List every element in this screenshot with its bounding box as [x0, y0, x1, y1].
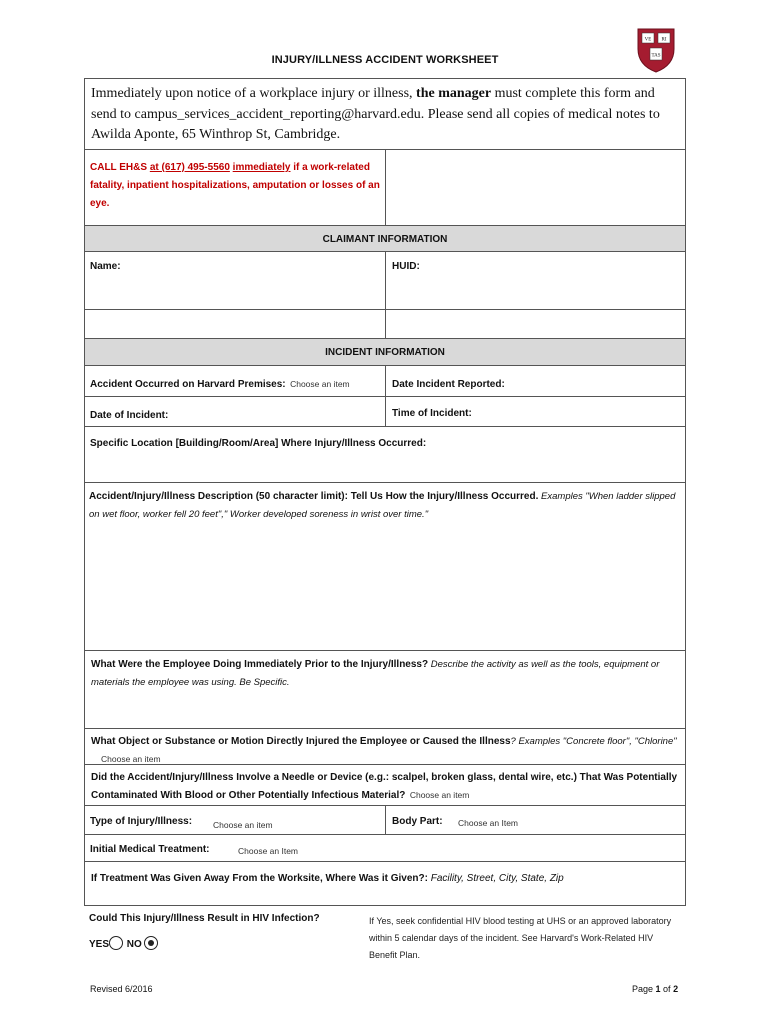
- page-number: Page 1 of 2: [632, 984, 679, 994]
- name-label: Name:: [90, 261, 121, 272]
- alert-cell: [84, 149, 386, 226]
- injury-type-label: Type of Injury/Illness:: [90, 816, 193, 827]
- activity-hint: Describe the activity as well as the tools, equipment or materials the employee was using. Be Specific.: [91, 659, 660, 688]
- yes-label: YES: [89, 939, 110, 950]
- revised-date: Revised 6/2016: [90, 984, 153, 994]
- intro-bold: the manager: [416, 86, 492, 101]
- premises-label: Accident Occurred on Harvard Premises:: [90, 379, 286, 390]
- time-incident-field[interactable]: [385, 396, 686, 427]
- body-part-dropdown[interactable]: Choose an Item: [458, 818, 519, 828]
- shield-text-ve: VE: [644, 37, 652, 43]
- location-field[interactable]: [84, 426, 686, 483]
- needle-dropdown[interactable]: Choose an item: [409, 790, 470, 800]
- treatment-label: Initial Medical Treatment:: [90, 844, 210, 855]
- body-part-cell: [385, 805, 686, 835]
- object-dropdown[interactable]: Choose an item: [101, 753, 161, 764]
- name-field[interactable]: [84, 251, 386, 310]
- needle-field: [84, 764, 686, 806]
- hiv-cell: [84, 905, 364, 970]
- shield-text-ri: RI: [661, 37, 667, 43]
- form-title: INJURY/ILLNESS ACCIDENT WORKSHEET: [271, 54, 499, 66]
- description-label: Accident/Injury/Illness Description (50 character limit): Tell Us How the Injury/Illness Occurred.: [89, 491, 539, 502]
- intro-text-1: Immediately upon notice of a workplace injury or illness,: [91, 86, 417, 101]
- blank-row-right[interactable]: [385, 309, 686, 339]
- alert-text: CALL EH&S at (617) 495-5560 immediately if a work-related fatality, inpatient hospitalizations, amputation or losses of an eye.: [90, 162, 380, 209]
- away-label: If Treatment Was Given Away From the Worksite, Where Was it Given?:: [91, 873, 428, 884]
- harvard-shield-logo: [636, 27, 676, 73]
- no-label: NO: [126, 939, 142, 950]
- hiv-note: If Yes, seek confidential HIV blood testing at UHS or an approved laboratory within 5 calendar days of the incident. See Harvard's Work-Related HIV Benefit Plan.: [369, 916, 672, 960]
- body-part-label: Body Part:: [392, 816, 443, 827]
- shield-text-tas: TAS: [651, 53, 661, 59]
- huid-label: HUID:: [392, 261, 420, 272]
- intro-text-2: must complete this form and send to campus_services_accident_reporting@harvard.edu. Please send all copies of medical notes to Awilda Aponte, 65 Winthrop St, Cambridge.: [91, 86, 660, 142]
- object-hint: ? Examples "Concrete floor", "Chlorine": [510, 736, 677, 747]
- description-field[interactable]: [84, 482, 686, 651]
- injury-type-dropdown[interactable]: Choose an item: [213, 820, 273, 830]
- alert-blank-cell[interactable]: [385, 149, 686, 226]
- away-location-field[interactable]: [84, 861, 686, 906]
- activity-field[interactable]: [84, 650, 686, 729]
- object-field: [84, 728, 686, 765]
- incident-header: INCIDENT INFORMATION: [84, 338, 686, 366]
- huid-field[interactable]: [385, 251, 686, 310]
- object-label: What Object or Substance or Motion Directly Injured the Employee or Caused the Illness: [91, 736, 511, 747]
- treatment-dropdown[interactable]: Choose an Item: [238, 846, 299, 856]
- date-reported-field[interactable]: [385, 365, 686, 397]
- hiv-label: Could This Injury/Illness Result in HIV Infection?: [89, 913, 320, 924]
- claimant-header: CLAIMANT INFORMATION: [84, 225, 686, 252]
- date-incident-label: Date of Incident:: [90, 410, 169, 421]
- premises-dropdown[interactable]: Choose an item: [290, 379, 350, 389]
- yes-radio[interactable]: [109, 936, 123, 950]
- treatment-field: [84, 834, 686, 862]
- date-reported-label: Date Incident Reported:: [392, 379, 505, 390]
- location-label: Specific Location [Building/Room/Area] Where Injury/Illness Occurred:: [90, 438, 427, 449]
- activity-label: What Were the Employee Doing Immediately Prior to the Injury/Illness?: [91, 659, 429, 670]
- no-radio[interactable]: [144, 936, 158, 950]
- needle-label: Did the Accident/Injury/Illness Involve a Needle or Device (e.g.: scalpel, broken glass, dental wire, etc.) That Was Potentially Contaminated With Blood or Other Potentially Infectious Material?: [91, 772, 678, 801]
- blank-row-left[interactable]: [84, 309, 386, 339]
- time-incident-label: Time of Incident:: [392, 408, 472, 419]
- description-hint: Examples "When ladder slipped on wet floor, worker fell 20 feet"," Worker developed soreness in wrist over time.": [89, 491, 676, 520]
- intro-box: [84, 78, 686, 150]
- injury-type-cell: [84, 805, 386, 835]
- date-incident-field[interactable]: [84, 396, 386, 427]
- premises-cell: [84, 365, 386, 397]
- away-hint: Facility, Street, City, State, Zip: [427, 873, 564, 884]
